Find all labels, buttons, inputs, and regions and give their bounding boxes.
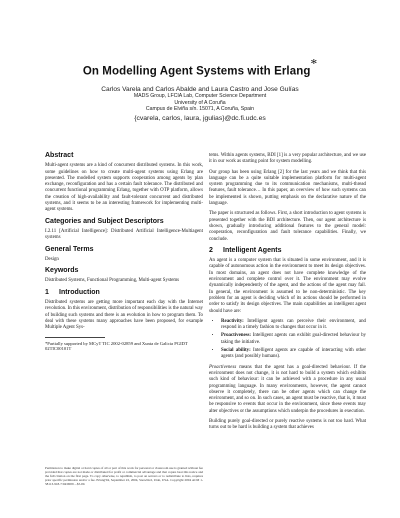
intro-continued-text: tems. Within agents systems, BDI [1] is a very popular architecture, and we use it in our work as starting point for system modelling.: [209, 153, 366, 165]
capability-text: Intelligent agents can perceive their environment, and respond in a timely fashion to changes that occur in it.: [221, 318, 366, 331]
author-emails: {cvarela, carlos, laura, jgulias}@dc.fi.udc.es: [134, 114, 266, 122]
author-names: Carlos Varela and Carlos Abalde and Laura Castro and Jose Gulías: [101, 86, 299, 93]
keywords-heading: Keywords: [45, 267, 79, 275]
list-item: [221, 348, 366, 361]
affiliation-line-1: MADS Group, LFCIA Lab, Computer Science Department: [133, 93, 267, 99]
permission-notice: Permission to make digital or hard copies of all or part of this work for personal or classroom use is granted without fee provided that copies are not made or distributed for profit or commercial advantage and that copies bear this notice and the full citation on the first page. To copy otherwise, to republish, to post on servers or to redistribute to lists, requires prior specific permission and/or a fee. Erlang'04, September 22, 2004, Snowbird, Utah, USA. Copyright 2004 ACM 1-58113-918-7/04/0009 ...$5.00.: [45, 466, 203, 487]
list-item: [221, 333, 366, 346]
intro-structure-paragraph: The paper is structured as follows. First, a short introduction to agent systems is presented together with the BDI architecture. Then, our agent architecture is shown, gradually introducing additional features to the general model: cooperation, reconfiguration and fault tolerance capabilities. Finally, we conclude.: [209, 211, 366, 242]
abstract-heading: Abstract: [45, 152, 74, 159]
categories-heading: Categories and Subject Descriptors: [45, 217, 164, 225]
intro-erlang-paragraph: Our group has been using Erlang [2] for the last years and we think that this language can be a quite suitable implementation platform for multi-agent system programming due to its communication mechanisms, multi-thread features, fault tolerance… In this paper, an overview of how such systems can be implemented is shown, putting emphasis on the declarative nature of the language.: [209, 169, 366, 207]
proactiveness-term: Proactiveness: [209, 364, 237, 370]
funding-footnote: *Partially supported by MCyT TIC 2002-02859 and Xunta de Galicia PGIDT 02TIC00101T: [45, 340, 188, 352]
capability-text: Intelligent agents can exhibit goal-directed behaviour by taking the initiative.: [221, 333, 366, 345]
right-column: [209, 153, 366, 436]
title-footnote-mark: *: [310, 56, 318, 71]
author-block: [0, 86, 400, 122]
proactiveness-text: means that the agent has a goal-directed behaviour. If the environment does not change, it is not hard to build a system which exhibits such kind of behaviour: it can be achieved with a procedure in any usual programming language. In many environments, however, the agent cannot observe it completely, there can be other agents which can change the environment, and so on. In such cases, an agent must be reactive, that is, it must be responsive to events that occur in the environment, since these events may alter objectives or the assumptions which underpin the procedures in execution.: [209, 364, 366, 414]
section-2-heading: [209, 248, 366, 254]
abstract-text: Multi-agent systems are a kind of concurrent distributed systems. In this work, some guidelines on how to create multi-agent systems using Erlang are presented. The modelled system supports cooperation among agents by plan exchange, reconfiguration and has a certain fault tolerance. The distributed and concurrent functional programming Erlang, together with OTP platform, allows the creation of high-availability and fault-tolerant concurrent and distributed systems, and it seems to be an interesting framework for implementing multi-agent systems.: [45, 163, 203, 213]
capability-text: Intelligent agents are capable of interacting with other agents (and possibly humans).: [221, 348, 366, 360]
introduction-title: Introduction: [59, 288, 100, 296]
goal-directed-paragraph: Building purely goal-directed or purely reactive systems is not too hard. What turns out to be hard is building a system that achieves: [209, 418, 366, 431]
general-terms-text: Design: [45, 256, 59, 262]
footnote-divider: [45, 337, 105, 338]
capability-term: Reactivity:: [221, 318, 244, 324]
proactiveness-paragraph: [209, 365, 366, 415]
capabilities-list: [209, 319, 366, 361]
section-2-number: 2: [209, 246, 213, 254]
paper-title: On Modelling Agent Systems with Erlang: [82, 65, 311, 78]
list-item: [221, 319, 366, 332]
introduction-number: 1: [45, 288, 49, 296]
keywords-text: Distributed Systems, Functional Programming, Multi-agent Systems: [45, 278, 180, 284]
general-terms-heading: General Terms: [45, 245, 94, 253]
agent-definition-paragraph: An agent is a computer system that is situated in some environment, and it is capable of autonomous action in the environment to meet its design objectives. In most domains, an agent does not have complete knowledge of the environment and complete control over it. The environment may evolve dynamically independently of the agent, and the actions of the agent may fail. In general, the environment is assumed to be non-deterministic. The key problem for an agent is deciding which of its actions should be performed in order to satisfy its design objectives. The main capabilities an intelligent agent should have are:: [209, 258, 366, 314]
categories-entry: [45, 229, 203, 242]
affiliation-line-2: University of A Coruña: [174, 99, 226, 106]
section-2-title: Intelligent Agents: [223, 246, 282, 254]
categories-code: I.2.11: [45, 228, 57, 234]
introduction-heading: [45, 290, 203, 296]
left-column: [45, 153, 203, 352]
categories-text: Distributed Artificial Intelligence-Multiagent systems: [45, 228, 203, 241]
affiliation-line-3: Campus de Elviña s/n. 15071, A Coruña, Spain: [145, 106, 255, 113]
title-block: [0, 56, 400, 79]
introduction-text: Distributed systems are getting more important each day with the Internet revolution. In this environment, distribution of responsibilities is the natural way of building such systems and there is an evolution in how to program them. To deal with these systems many approaches have been proposed, for example Multiple Agent Sys-: [45, 300, 203, 331]
categories-name: [Artificial Intelligence]:: [59, 228, 108, 234]
capability-term: Social ability:: [221, 348, 251, 354]
capability-term: Proactiveness:: [221, 333, 252, 339]
